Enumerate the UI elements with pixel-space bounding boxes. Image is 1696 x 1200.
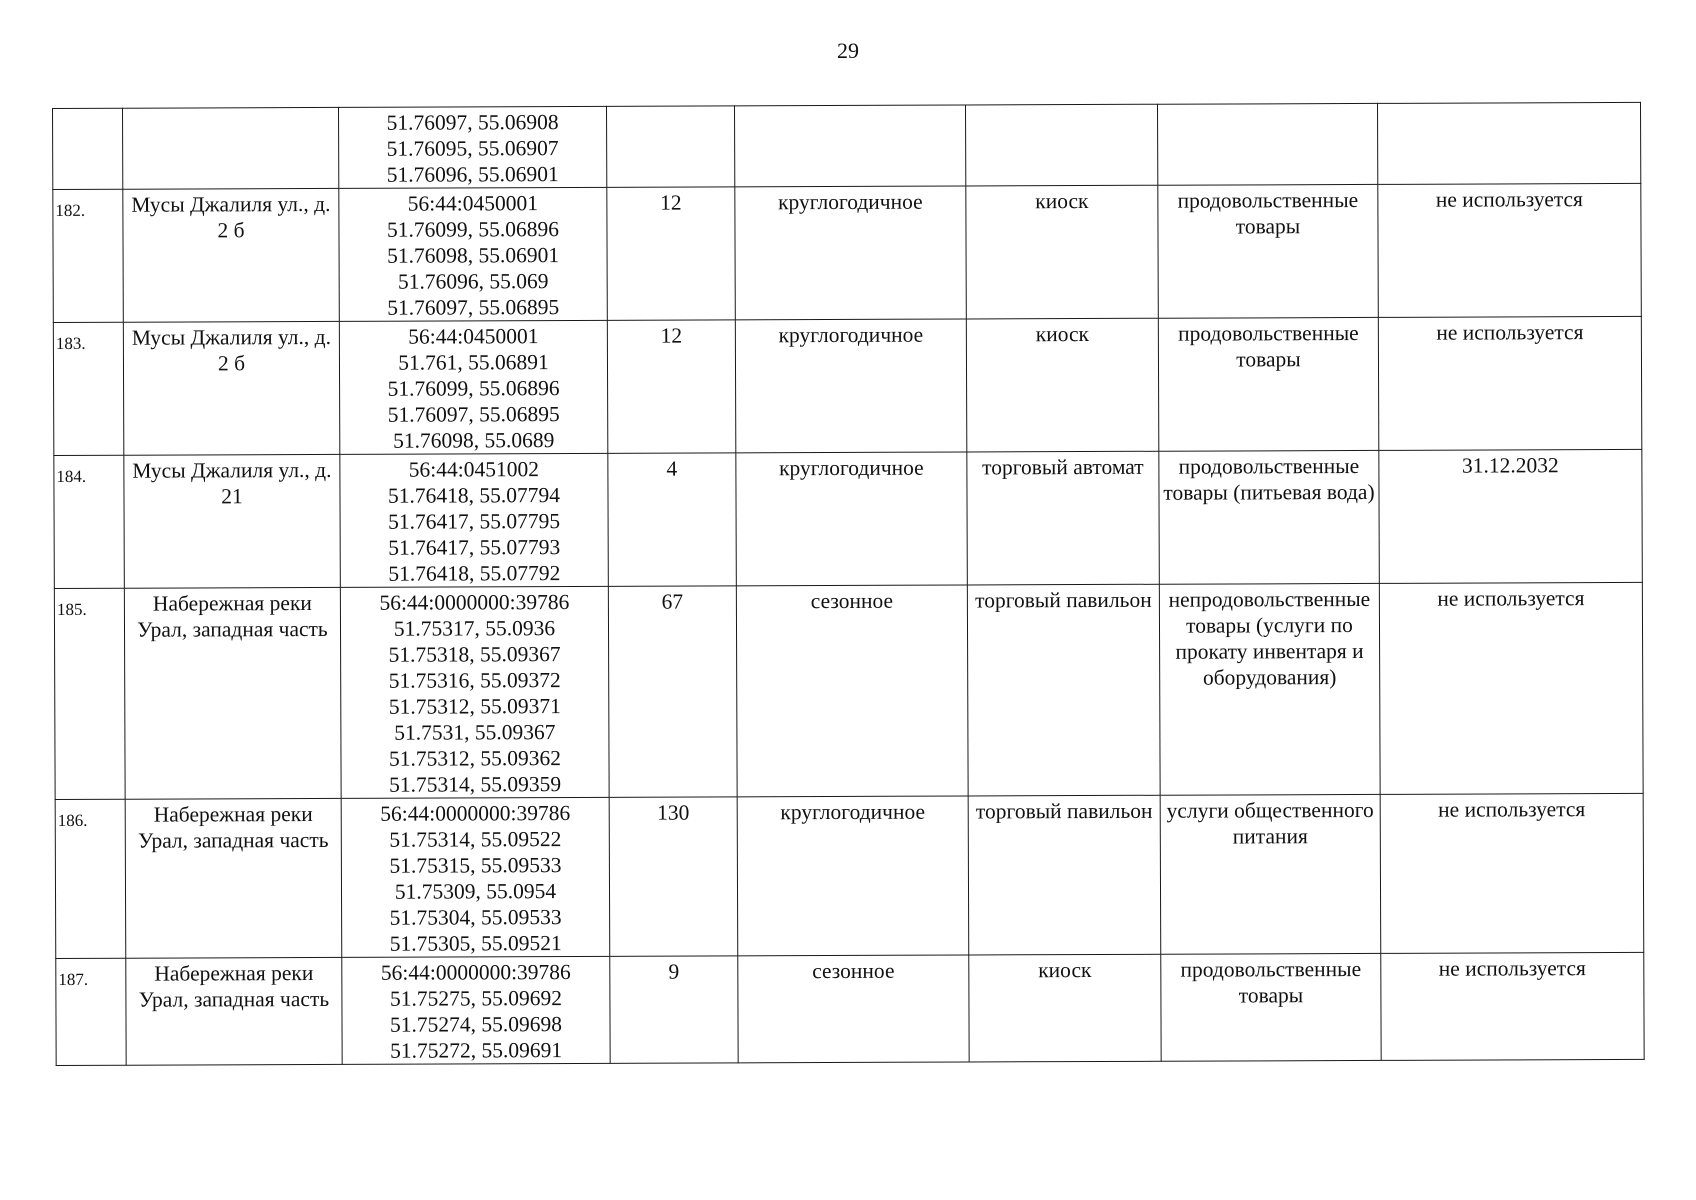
coordinate-line: 51.75309, 55.0954 [394, 879, 557, 904]
cell-period: сезонное [738, 955, 969, 1063]
cell-status: 31.12.2032 [1379, 449, 1643, 583]
row-number: 186. [55, 799, 126, 958]
cell-type: торговый павильон [967, 584, 1160, 796]
cell-area: 9 [610, 956, 738, 1063]
cell-specialization [1157, 103, 1377, 185]
table-row [54, 582, 1643, 799]
coordinate-line: 51.76096, 55.06901 [386, 162, 559, 187]
cell-address: Мусы Джалиля ул., д. 2 б [123, 188, 340, 322]
cell-type: киоск [966, 185, 1159, 319]
coordinate-line: 51.76417, 55.07795 [388, 509, 561, 534]
table-row [56, 952, 1644, 1065]
cell-period: круглогодичное [735, 186, 967, 320]
table-row-continuation [53, 102, 1641, 189]
table-row [53, 316, 1641, 455]
cell-num [53, 108, 123, 189]
coordinate-line: 51.76099, 55.06896 [386, 217, 560, 242]
row-number: 185. [54, 588, 125, 799]
row-number: 187. [56, 958, 126, 1065]
coordinate-line: 51.75312, 55.09362 [388, 746, 562, 771]
coordinate-line: 51.76097, 55.06895 [387, 295, 560, 320]
cell-period: сезонное [736, 585, 968, 797]
cell-status: не используется [1380, 793, 1644, 953]
coordinate-line: 51.761, 55.06891 [398, 350, 549, 375]
table-row [55, 793, 1644, 958]
cell-area: 12 [607, 187, 736, 320]
coordinate-line: 51.76098, 55.0689 [393, 428, 555, 453]
cell-address [123, 107, 339, 189]
cell-coordinates [342, 956, 610, 1064]
cell-status: не используется [1379, 582, 1643, 794]
coordinate-line: 51.76098, 55.06901 [387, 243, 560, 268]
row-number: 184. [54, 455, 125, 588]
cell-area [606, 106, 734, 187]
cadastral-number: 56:44:0000000:39786 [380, 801, 571, 826]
coordinate-line: 51.75316, 55.09372 [388, 668, 561, 693]
table-row [53, 183, 1641, 322]
cell-type: киоск [969, 954, 1161, 1062]
coordinate-line: 51.75315, 55.09533 [389, 853, 562, 878]
coordinate-line: 51.75304, 55.09533 [389, 905, 562, 930]
cell-coordinates [339, 320, 608, 454]
coordinate-line: 51.75317, 55.0936 [393, 616, 556, 641]
coordinate-line: 51.76097, 55.06908 [386, 110, 559, 135]
cell-area: 4 [608, 453, 737, 586]
cell-address: Набережная реки Урал, западная часть [126, 957, 342, 1065]
cell-type: киоск [966, 318, 1159, 452]
coordinate-line: 51.75275, 55.09692 [389, 986, 562, 1011]
cell-coordinates [341, 797, 610, 957]
cell-status: не используется [1378, 183, 1642, 317]
cell-coordinates [338, 106, 606, 188]
cell-area: 130 [609, 797, 738, 956]
cadastral-number: 56:44:0000000:39786 [379, 590, 570, 615]
cell-specialization: продовольственные товары [1158, 317, 1379, 451]
coordinate-line: 51.76418, 55.07792 [388, 561, 561, 586]
coordinate-line: 51.76417, 55.07793 [388, 535, 561, 560]
cadastral-number: 56:44:0000000:39786 [380, 960, 571, 985]
coordinate-line: 51.75272, 55.09691 [390, 1038, 563, 1063]
coordinate-line: 51.76097, 55.06895 [387, 402, 560, 427]
cell-specialization: услуги общественного питания [1160, 794, 1381, 954]
cell-period: круглогодичное [736, 452, 968, 586]
cell-period: круглогодичное [737, 796, 969, 956]
row-number: 183. [53, 322, 124, 455]
cell-specialization: продовольственные товары [1158, 184, 1379, 318]
coordinate-line: 51.75318, 55.09367 [388, 642, 561, 667]
coordinate-line: 51.75314, 55.09522 [389, 827, 562, 852]
cell-address: Мусы Джалиля ул., д. 2 б [123, 321, 340, 455]
cadastral-number: 56:44:0451002 [408, 457, 540, 482]
cell-specialization: продовольственные товары [1161, 953, 1381, 1061]
cell-specialization: непродовольственные товары (услуги по прокату инвентаря и оборудования) [1159, 583, 1380, 795]
cell-area: 12 [607, 320, 736, 453]
registry-table [52, 102, 1645, 1066]
coordinate-line: 51.75274, 55.09698 [389, 1012, 563, 1037]
cell-status: не используется [1381, 952, 1644, 1060]
cadastral-number: 56:44:0450001 [408, 324, 539, 349]
registry-table-wrapper [52, 102, 1644, 1066]
cell-coordinates [340, 453, 609, 587]
cell-address: Мусы Джалиля ул., д. 21 [124, 454, 341, 588]
cell-coordinates [340, 586, 609, 798]
cell-status [1377, 102, 1640, 184]
cell-address: Набережная реки Урал, западная часть [124, 587, 341, 799]
cell-address: Набережная реки Урал, западная часть [125, 798, 342, 958]
coordinate-line: 51.75314, 55.09359 [389, 772, 562, 797]
coordinate-line: 51.76096, 55.069 [397, 269, 549, 294]
cell-type: торговый автомат [967, 451, 1160, 585]
cell-status: не используется [1378, 316, 1642, 450]
coordinate-line: 51.7531, 55.09367 [394, 720, 556, 745]
cell-type: торговый павильон [968, 795, 1161, 955]
cadastral-number: 56:44:0450001 [407, 191, 539, 216]
cell-coordinates [339, 187, 608, 321]
coordinate-line: 51.76099, 55.06896 [387, 376, 560, 401]
cell-period [734, 105, 965, 187]
cell-area: 67 [608, 586, 737, 797]
row-number: 182. [53, 189, 124, 322]
cell-type [965, 104, 1157, 186]
cell-specialization: продовольственные товары (питьевая вода) [1159, 450, 1380, 584]
page-number: 29 [837, 38, 859, 63]
coordinate-line: 51.75305, 55.09521 [389, 931, 562, 956]
coordinate-line: 51.76095, 55.06907 [386, 136, 559, 161]
cell-period: круглогодичное [735, 319, 967, 453]
table-row [54, 449, 1642, 588]
coordinate-line: 51.75312, 55.09371 [388, 694, 561, 719]
coordinate-line: 51.76418, 55.07794 [387, 483, 561, 508]
